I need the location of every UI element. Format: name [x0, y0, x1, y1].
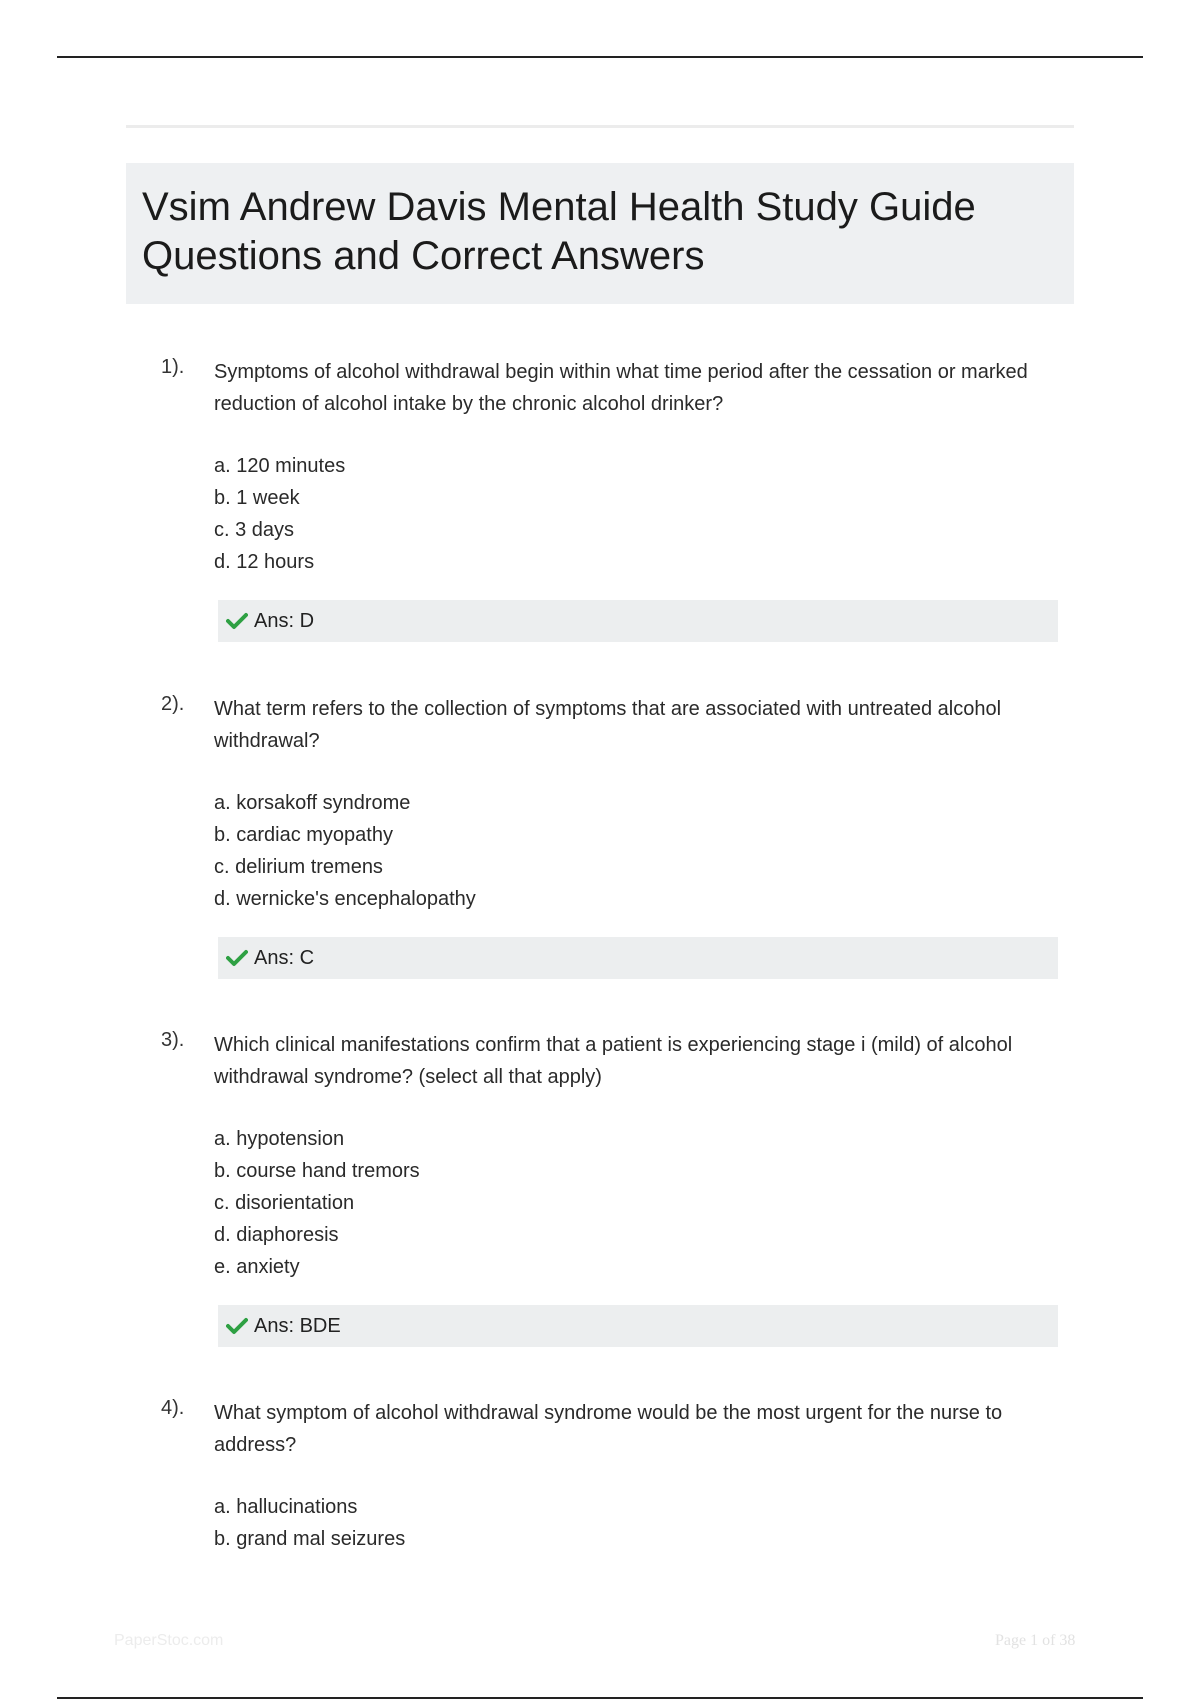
- footer-watermark: PaperStoc.com: [114, 1632, 224, 1649]
- answer-text: Ans: D: [254, 609, 315, 632]
- option-c: c. 3 days: [214, 519, 295, 541]
- check-icon: [226, 949, 248, 967]
- option-a: a. hallucinations: [214, 1496, 358, 1518]
- option-e: e. anxiety: [214, 1256, 300, 1278]
- answer-box: [218, 600, 1058, 642]
- title-box: [126, 163, 1074, 304]
- option-b: b. cardiac myopathy: [214, 824, 393, 846]
- header-divider: [126, 125, 1074, 128]
- options-list: [214, 450, 345, 578]
- option-d: d. wernicke's encephalopathy: [214, 888, 476, 910]
- option-d: d. 12 hours: [214, 551, 315, 573]
- question-text: What term refers to the collection of symptoms that are associated with untreated alcohol withdrawal?: [214, 698, 1002, 752]
- top-rule: [57, 56, 1143, 58]
- question-number: 1).: [161, 356, 185, 378]
- page-number: Page 1 of 38: [995, 1632, 1076, 1649]
- option-d: d. diaphoresis: [214, 1224, 339, 1246]
- option-b: b. grand mal seizures: [214, 1528, 406, 1550]
- option-c: c. disorientation: [214, 1192, 355, 1214]
- check-icon: [226, 612, 248, 630]
- options-list: [214, 787, 476, 915]
- question-number: 3).: [161, 1029, 185, 1051]
- answer-text: Ans: BDE: [254, 1314, 341, 1337]
- option-c: c. delirium tremens: [214, 856, 383, 878]
- options-list: [214, 1491, 405, 1555]
- check-icon: [226, 1317, 248, 1335]
- option-b: b. 1 week: [214, 487, 300, 509]
- option-a: a. korsakoff syndrome: [214, 792, 411, 814]
- bottom-rule: [57, 1697, 1143, 1699]
- title-line-2: Questions and Correct Answers: [142, 234, 705, 278]
- title-line-1: Vsim Andrew Davis Mental Health Study Guide: [142, 185, 976, 229]
- question-number: 4).: [161, 1397, 185, 1419]
- question-number: 2).: [161, 693, 185, 715]
- options-list: [214, 1123, 420, 1283]
- question-text: Symptoms of alcohol withdrawal begin within what time period after the cessation or marked reduction of alcohol intake by the chronic alcohol drinker?: [214, 361, 1028, 415]
- option-b: b. course hand tremors: [214, 1160, 420, 1182]
- question-text: What symptom of alcohol withdrawal syndrome would be the most urgent for the nurse to address?: [214, 1402, 1003, 1456]
- option-a: a. 120 minutes: [214, 455, 346, 477]
- answer-box: [218, 1305, 1058, 1347]
- option-a: a. hypotension: [214, 1128, 345, 1150]
- answer-text: Ans: C: [254, 946, 315, 969]
- answer-box: [218, 937, 1058, 979]
- page-title: [142, 183, 1058, 281]
- question-text: Which clinical manifestations confirm that a patient is experiencing stage i (mild) of alcohol withdrawal syndrome? (select all that apply): [214, 1034, 1013, 1088]
